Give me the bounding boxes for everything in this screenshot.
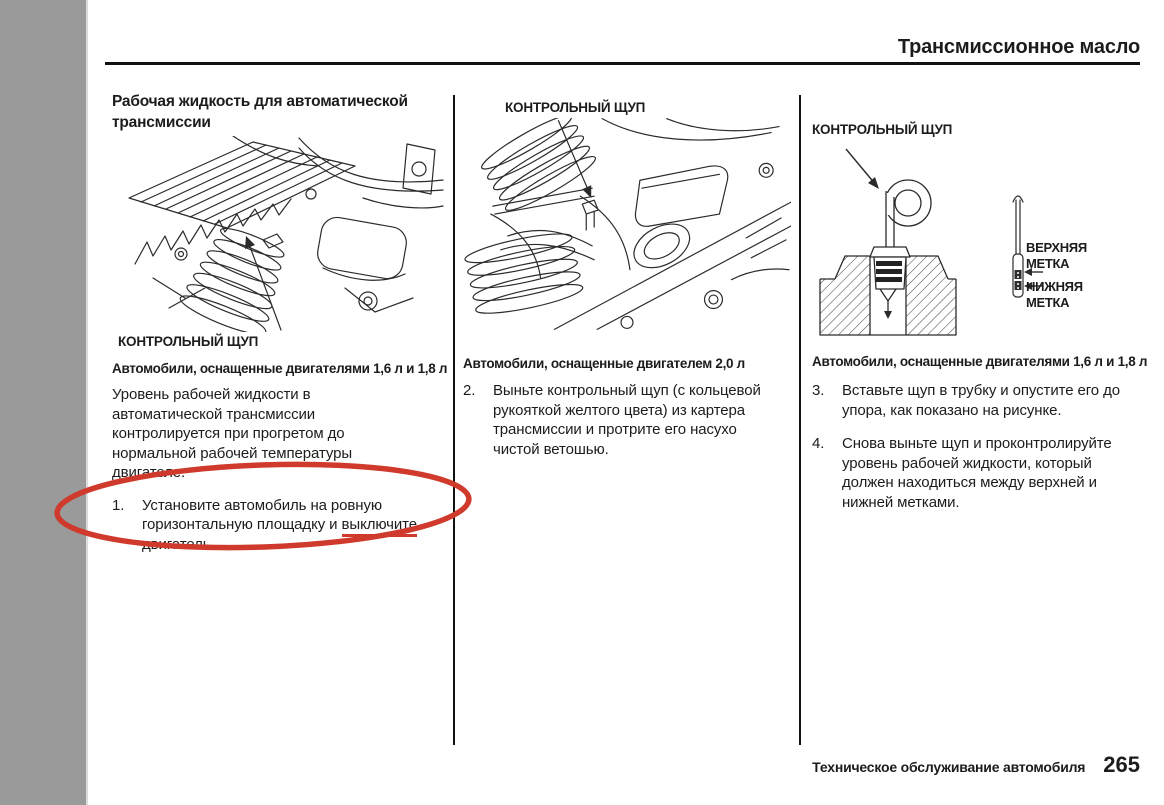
step-number: 1. [112,496,125,514]
step-item-4 [812,434,1147,512]
step-text: Выньте контрольный щуп (с кольцевой рукояткой желтого цвета) из картера трансмиссии и протрите его насухо чистой ветошью. [493,382,761,458]
step-item-2 [463,381,788,459]
column-2 [463,100,788,459]
binding-gray-strip [0,0,88,805]
engine-variant-subheading: Автомобили, оснащенные двигателем 2,0 л [463,356,745,371]
engine-bay-illustration-2 [463,118,791,330]
step-text: Снова выньте щуп и проконтролируйте уровень рабочей жидкости, который должен находиться между верхней и нижней метками. [842,435,1112,511]
dipstick-in-tube-illustration [818,147,958,337]
column-divider-2 [799,95,801,745]
footer-section-title: Техническое обслуживание автомобиля [812,759,1086,775]
step-text: Вставьте щуп в трубку и опустите его до упора, как показано на рисунке. [842,382,1121,419]
step-item-3 [812,381,1147,420]
dipstick-figure [812,137,1147,346]
engine-variant-subheading: Автомобили, оснащенные двигателями 1,6 л и 1,8 л [812,354,1148,369]
column-divider-1 [453,95,455,745]
step-item-1 [112,496,448,555]
step-text [142,496,448,555]
column-3 [812,122,1147,512]
engine-variant-subheading: Автомобили, оснащенные двигателями 1,6 л и 1,8 л [112,361,448,376]
dipstick-callout-label: КОНТРОЛЬНЫЙ ЩУП [118,334,259,349]
column-1 [112,92,448,554]
step-text-start: Установите автомобиль на ровную горизонтальную площадку и [142,496,383,533]
step-number: 4. [812,435,825,452]
dipstick-callout-label: КОНТРОЛЬНЫЙ ЩУП [505,100,646,115]
page-footer [812,752,1140,778]
page-title: Трансмиссионное масло [897,36,1140,58]
step-text-end: двигатель. [142,535,215,553]
footer-page-number: 265 [1103,752,1140,777]
step-number: 3. [812,382,825,399]
dipstick-callout-label: КОНТРОЛЬНЫЙ ЩУП [812,122,953,137]
upper-mark-label: ВЕРХНЯЯ МЕТКА [1026,240,1087,271]
header-rule [105,62,1140,65]
pointer-arrow-icon [846,149,879,189]
intro-paragraph: Уровень рабочей жидкости в автоматической трансмиссии контролируется при прогретом до нормальной рабочей температуры двигателе. [112,386,353,481]
engine-bay-illustration-1 [112,136,444,332]
step-number: 2. [463,382,476,399]
red-underlined-word: выключите [342,516,418,537]
section-heading: Рабочая жидкость для автоматической трансмиссии [112,93,408,131]
lower-mark-label: НИЖНЯЯ МЕТКА [1026,279,1083,310]
